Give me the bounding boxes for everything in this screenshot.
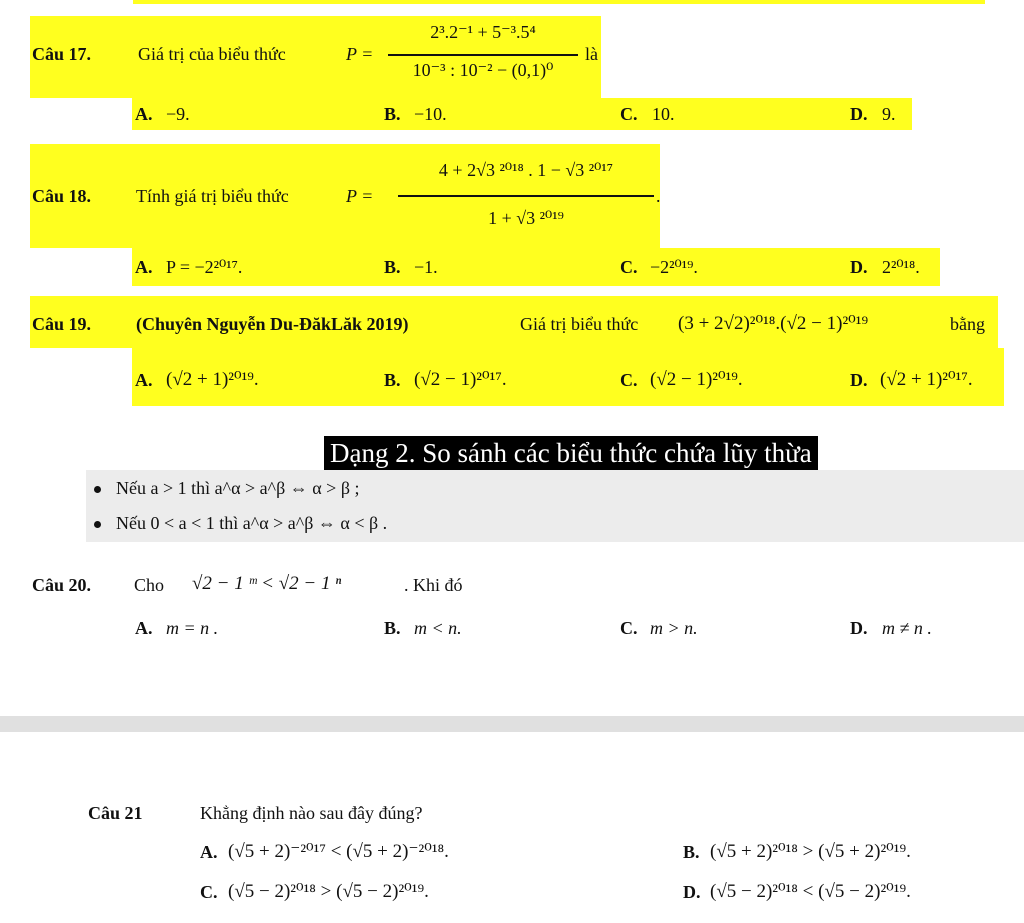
option-a-value: m = n . [166, 618, 219, 638]
option-b-key[interactable]: B. [683, 842, 700, 862]
fraction-bar [398, 195, 654, 197]
highlight-q18-options [132, 248, 940, 286]
page-separator [0, 716, 1024, 732]
question-suffix: bằng [950, 314, 985, 334]
option-d-key[interactable]: D. [850, 104, 868, 124]
option-b-key[interactable]: B. [384, 104, 401, 124]
option-c-key[interactable]: C. [200, 882, 218, 902]
option-d-value: (√2 + 1)²⁰¹⁷. [880, 369, 973, 390]
option-b-value: m < n. [414, 618, 462, 638]
question-text: Khẳng định nào sau đây đúng? [200, 803, 423, 823]
option-c-key[interactable]: C. [620, 370, 638, 390]
option-b-key[interactable]: B. [384, 618, 401, 638]
option-c-value: 10. [652, 104, 675, 124]
option-c-key[interactable]: C. [620, 104, 638, 124]
option-b-key[interactable]: B. [384, 257, 401, 277]
option-a-value: (√2 + 1)²⁰¹⁹. [166, 369, 259, 390]
option-a-key[interactable]: A. [135, 257, 153, 277]
highlight-strip [133, 0, 985, 4]
formula-expression: (3 + 2√2)²⁰¹⁸.(√2 − 1)²⁰¹⁹ [678, 313, 869, 334]
question-text: Cho [134, 575, 165, 595]
question-suffix: . [656, 186, 661, 206]
option-c-value: (√5 − 2)²⁰¹⁸ > (√5 − 2)²⁰¹⁹. [228, 881, 429, 902]
question-text: Giá trị biểu thức [520, 314, 639, 334]
option-b-value: (√2 − 1)²⁰¹⁷. [414, 369, 507, 390]
option-c-key[interactable]: C. [620, 257, 638, 277]
section-title: Dạng 2. So sánh các biểu thức chứa lũy thừa [324, 436, 818, 470]
option-a-key[interactable]: A. [135, 370, 153, 390]
option-d-value: 9. [882, 104, 896, 124]
question-label: Câu 21 [88, 803, 143, 823]
option-d-key[interactable]: D. [850, 370, 868, 390]
rule-item: Nếu a > 1 thì a^α > a^β ⇔ α > β ; [116, 478, 360, 498]
highlight-q17-options [132, 98, 912, 130]
option-d-value: (√5 − 2)²⁰¹⁸ < (√5 − 2)²⁰¹⁹. [710, 881, 911, 902]
bullet-icon [94, 521, 101, 528]
option-a-value: P = −2²⁰¹⁷. [166, 257, 243, 277]
option-d-key[interactable]: D. [683, 882, 701, 902]
option-d-value: 2²⁰¹⁸. [882, 257, 920, 277]
fraction-denominator: 10⁻³ : 10⁻² − (0,1)⁰ [412, 60, 554, 80]
question-suffix: . Khi đó [404, 575, 463, 595]
option-a-key[interactable]: A. [135, 618, 153, 638]
option-c-key[interactable]: C. [620, 618, 638, 638]
question-label: Câu 17. [32, 44, 92, 64]
formula-lhs: P = [346, 186, 374, 206]
option-c-value: (√2 − 1)²⁰¹⁹. [650, 369, 743, 390]
option-b-value: −10. [414, 104, 447, 124]
option-d-key[interactable]: D. [850, 618, 868, 638]
option-a-key[interactable]: A. [200, 842, 218, 862]
option-a-key[interactable]: A. [135, 104, 153, 124]
option-c-value: −2²⁰¹⁹. [650, 257, 698, 277]
formula-lhs: P = [346, 44, 374, 64]
question-source: (Chuyên Nguyễn Du-ĐăkLăk 2019) [136, 314, 409, 334]
option-b-value: (√5 + 2)²⁰¹⁸ > (√5 + 2)²⁰¹⁹. [710, 841, 911, 862]
option-c-value: m > n. [650, 618, 698, 638]
fraction-bar [388, 54, 578, 56]
question-label: Câu 18. [32, 186, 92, 206]
fraction-numerator: 2³.2⁻¹ + 5⁻³.5⁴ [430, 22, 536, 42]
question-suffix: là [585, 44, 598, 64]
question-text: Tính giá trị biểu thức [136, 186, 289, 206]
option-a-value: (√5 + 2)⁻²⁰¹⁷ < (√5 + 2)⁻²⁰¹⁸. [228, 841, 449, 862]
question-label: Câu 20. [32, 575, 92, 595]
option-a-value: −9. [166, 104, 190, 124]
fraction-denominator: 1 + √3 ²⁰¹⁹ [488, 208, 564, 228]
highlight-q19-options [132, 348, 1004, 406]
formula-expression: √2 − 1 ᵐ < √2 − 1 ⁿ [192, 573, 342, 594]
question-text: Giá trị của biểu thức [138, 44, 286, 64]
bullet-icon [94, 486, 101, 493]
question-label: Câu 19. [32, 314, 92, 334]
option-b-key[interactable]: B. [384, 370, 401, 390]
option-b-value: −1. [414, 257, 438, 277]
option-d-value: m ≠ n . [882, 618, 932, 638]
option-d-key[interactable]: D. [850, 257, 868, 277]
fraction-numerator: 4 + 2√3 ²⁰¹⁸ . 1 − √3 ²⁰¹⁷ [438, 160, 614, 180]
rule-item: Nếu 0 < a < 1 thì a^α > a^β ⇔ α < β . [116, 513, 388, 533]
